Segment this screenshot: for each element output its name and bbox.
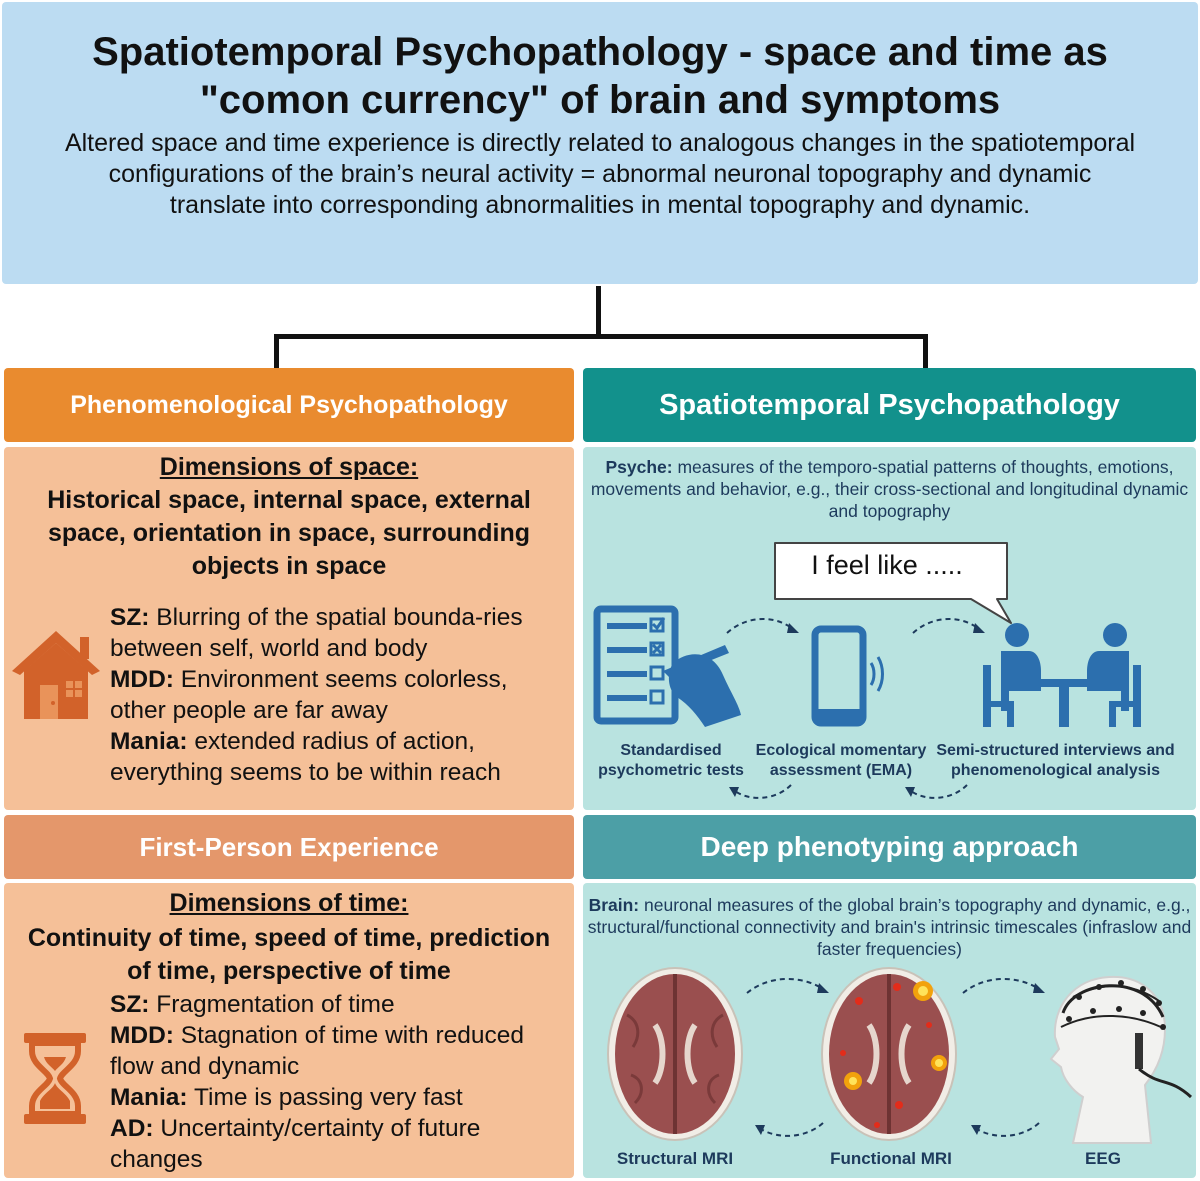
- arrow-icon: [909, 611, 989, 641]
- space-item-mania: Mania: extended radius of action, everything seems to be within reach: [110, 728, 501, 786]
- page-subtitle: Altered space and time experience is directly related to analogous changes in the spatiotemporal configurations of the brain’s neural activity = abnormal neuronal topography and dynamic translate into corresponding abnormalities in mental topography and dynamic.: [64, 129, 1136, 219]
- time-item-sz: SZ: Fragmentation of time: [110, 991, 395, 1018]
- checklist-icon: [593, 605, 743, 730]
- space-dimensions: Historical space, internal space, external space, orientation in space, surrounding objects in space: [47, 486, 531, 580]
- caption-functional-mri: Functional MRI: [830, 1149, 952, 1168]
- eeg-head-icon: [1043, 967, 1193, 1147]
- time-dimensions: Continuity of time, speed of time, prediction of time, perspective of time: [27, 924, 551, 985]
- header-deep-phenotyping: Deep phenotyping approach: [583, 815, 1196, 879]
- arrow-icon: [967, 1119, 1043, 1143]
- brain-panel: [583, 883, 1196, 1178]
- time-panel: [4, 883, 574, 1178]
- caption-structural-mri: Structural MRI: [616, 1149, 734, 1168]
- functional-brain-icon: [819, 965, 959, 1143]
- space-item-mdd: MDD: Environment seems colorless, other people are far away: [110, 666, 508, 724]
- caption-psychometric-tests: Standardised psychometric tests: [598, 742, 744, 779]
- psyche-panel: [583, 447, 1196, 810]
- psyche-description: Psyche: measures of the temporo-spatial patterns of thoughts, emotions, movements and behavior, e.g., their cross-sectional and longitudinal dynamic and topography: [590, 457, 1189, 521]
- structural-brain-icon: [605, 965, 745, 1143]
- caption-eeg: EEG: [1085, 1149, 1121, 1168]
- time-item-ad: AD: Uncertainty/certainty of future changes: [110, 1115, 481, 1173]
- arrow-icon: [959, 971, 1049, 999]
- caption-ema: Ecological momentary assessment (EMA): [755, 742, 927, 779]
- time-item-mdd: MDD: Stagnation of time with reduced flow and dynamic: [110, 1022, 524, 1080]
- connector-vertical-top: [596, 286, 601, 336]
- space-items: [110, 602, 565, 788]
- time-items: [110, 989, 565, 1175]
- header-phenomenological: Phenomenological Psychopathology: [4, 368, 574, 442]
- arrow-icon: [723, 611, 803, 641]
- connector-horizontal: [274, 334, 928, 339]
- arrow-icon: [725, 781, 795, 805]
- arrow-icon: [901, 781, 971, 805]
- speech-text: I feel like .....: [811, 550, 963, 580]
- header-spatiotemporal: Spatiotemporal Psychopathology: [583, 368, 1196, 442]
- caption-interviews: Semi-structured interviews and phenomenological analysis: [936, 742, 1175, 779]
- space-item-sz: SZ: Blurring of the spatial bounda-ries between self, world and body: [110, 604, 523, 662]
- space-title: Dimensions of space:: [159, 453, 419, 481]
- page-title: Spatiotemporal Psychopathology - space and time as "comon currency" of brain and symptoms: [92, 30, 1108, 122]
- connector-left-drop: [274, 334, 279, 368]
- header-first-person: First-Person Experience: [4, 815, 574, 879]
- brain-description: Brain: neuronal measures of the global brain’s topography and dynamic, e.g., structural/functional connectivity and brain's intrinsic timescales (infraslow and faster frequencies): [587, 895, 1192, 959]
- space-panel: [4, 447, 574, 810]
- interview-icon: [979, 621, 1145, 731]
- hourglass-icon: [22, 1031, 88, 1126]
- connector-right-drop: [923, 334, 928, 368]
- arrow-icon: [743, 971, 833, 999]
- arrow-icon: [751, 1119, 827, 1143]
- house-icon: [10, 627, 102, 722]
- smartphone-icon: [811, 625, 891, 729]
- time-item-mania: Mania: Time is passing very fast: [110, 1084, 463, 1111]
- time-title: Dimensions of time:: [169, 889, 409, 917]
- title-box: [2, 2, 1198, 284]
